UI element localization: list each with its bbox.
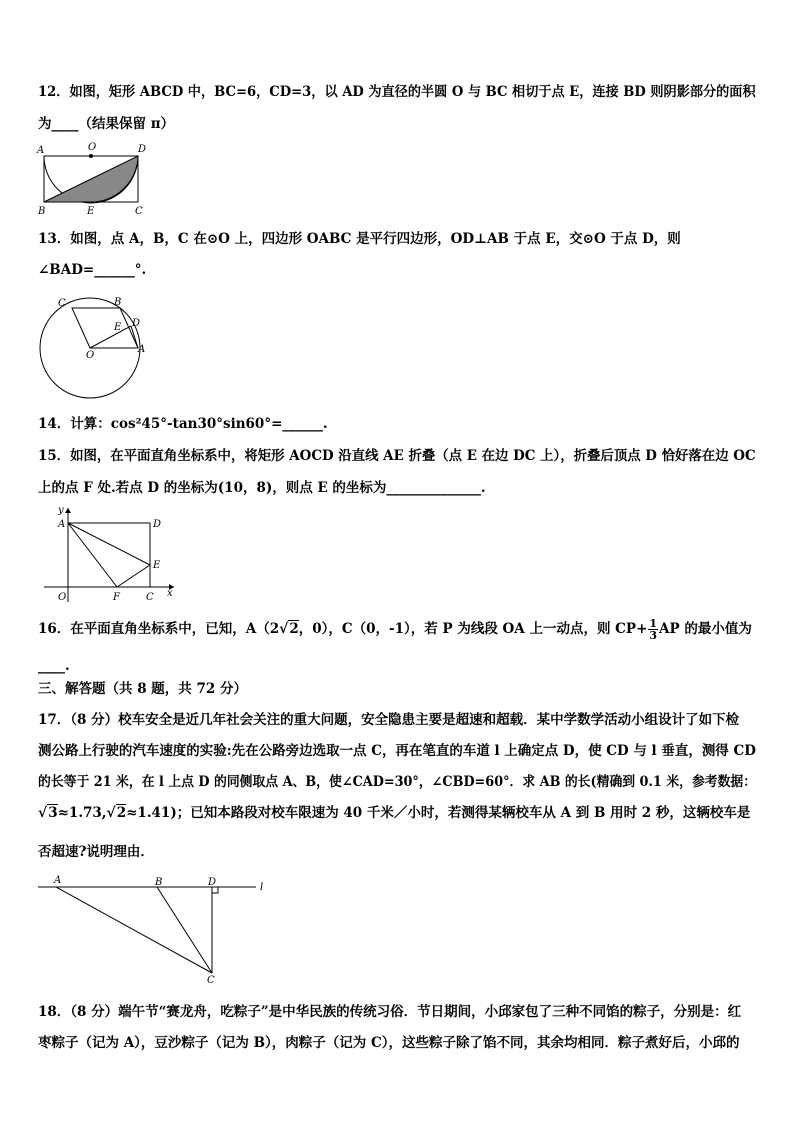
q15-label-e: E (153, 560, 161, 571)
q18-line1: 18．（8 分）端午节“赛龙舟，吃粽子”是中华民族的传统习俗．节日期间，小邱家包了三种不同馅的粽子，分别是：红 (38, 1004, 742, 1020)
q17-line3: 的长等于 21 米，在 l 上点 D 的同侧取点 A、B，使∠CAD=30°，∠CBD=60°．求 AB 的长(精确到 0.1 米，参考数据： (38, 774, 757, 790)
q13-line2: ∠BAD=______°. (38, 262, 147, 278)
q13-label-d: D (132, 318, 141, 329)
q16-line2: ____. (38, 658, 70, 674)
q16-part3: AP 的最小值为 (659, 621, 752, 637)
q15-label-x: x (167, 588, 173, 599)
q16-part2: ，0），C（0，-1），若 P 为线段 OA 上一动点，则 CP+ (298, 621, 648, 637)
q17-sqrt-sign-1: √ (38, 805, 48, 821)
q12-label-o: O (88, 142, 97, 153)
q15-label-d: D (153, 519, 162, 530)
q17-line4 (38, 804, 750, 822)
q12-figure (34, 140, 154, 220)
q17-root2: 2 (116, 805, 127, 821)
q12-label-c: C (135, 206, 143, 217)
section-heading: 三、解答题（共 8 题，共 72 分） (38, 681, 247, 697)
q16-root: 2 (289, 621, 299, 637)
q17-label-a: A (54, 875, 62, 886)
q17-figure (34, 870, 274, 986)
q15-line2: 上的点 F 处.若点 D 的坐标为(10，8)，则点 E 的坐标为______________. (38, 480, 486, 496)
q16-line1 (38, 618, 752, 641)
q14-line1: 14．计算：cos²45°-tan30°sin60°=______. (38, 416, 328, 432)
q15-label-y: y (58, 505, 64, 516)
q17-label-d: D (208, 877, 217, 888)
q16-part1: 16．在平面直角坐标系中，已知，A（2 (38, 621, 280, 637)
q12-line2: 为____（结果保留 π） (38, 116, 175, 132)
q16-frac-num: 1 (649, 617, 658, 630)
q15-label-c: C (146, 592, 154, 603)
q17-line2: 测公路上行驶的汽车速度的实验:先在公路旁边选取一点 C，再在笔直的车道 l 上确定点 D，使 CD 与 l 垂直，测得 CD (38, 743, 756, 759)
q12-label-b: B (38, 206, 46, 217)
q12-label-e: E (87, 206, 95, 217)
q15-line1: 15．如图，在平面直角坐标系中，将矩形 AOCD 沿直线 AE 折叠（点 E 在边 DC 上），折叠后顶点 D 恰好落在边 OC (38, 448, 756, 464)
q15-figure (44, 502, 184, 606)
q17-approx2: ≈1.41)；已知本路段对校车限速为 40 千米／小时，若测得某辆校车从 A 到 B 用时 2 秒，这辆校车是 (126, 805, 751, 821)
q16-fraction (648, 618, 658, 641)
q13-label-e: E (114, 322, 122, 333)
q17-line1: 17．（8 分）校车安全是近几年社会关注的重大问题，安全隐患主要是超速和超载．某中学数学活动小组设计了如下检 (38, 712, 740, 728)
q13-figure (34, 292, 154, 402)
q16-frac-den: 3 (649, 629, 658, 642)
q13-label-b: B (114, 297, 122, 308)
q15-label-o: O (58, 592, 67, 603)
q13-line1: 13．如图，点 A，B，C 在⊙O 上，四边形 OABC 是平行四边形，OD⊥AB 于点 E，交⊙O 于点 D，则 (38, 231, 681, 247)
q17-root3: 3 (48, 805, 58, 821)
q17-approx1: ≈1.73, (57, 805, 107, 821)
q17-label-b: B (155, 877, 163, 888)
q15-label-f: F (113, 592, 120, 603)
q13-label-c: C (58, 298, 66, 309)
q17-label-l: l (260, 882, 264, 893)
q12-label-d: D (138, 144, 147, 155)
q12-label-a: A (37, 145, 45, 156)
q17-sqrt-sign-2: √ (106, 805, 116, 821)
q13-label-a: A (138, 344, 146, 355)
q18-line2: 枣粽子（记为 A），豆沙粽子（记为 B），肉粽子（记为 C），这些粽子除了馅不同，其余均相同．粽子煮好后，小邱的 (38, 1035, 740, 1051)
q12-line1: 12．如图，矩形 ABCD 中，BC=6，CD=3，以 AD 为直径的半圆 O 与 BC 相切于点 E，连接 BD 则阴影部分的面积 (38, 84, 756, 100)
q13-label-o: O (86, 350, 95, 361)
q17-label-c: C (207, 975, 215, 986)
q17-line5: 否超速?说明理由． (38, 844, 154, 860)
q16-sqrt-sign: √ (279, 621, 289, 637)
q15-label-a: A (58, 519, 66, 530)
